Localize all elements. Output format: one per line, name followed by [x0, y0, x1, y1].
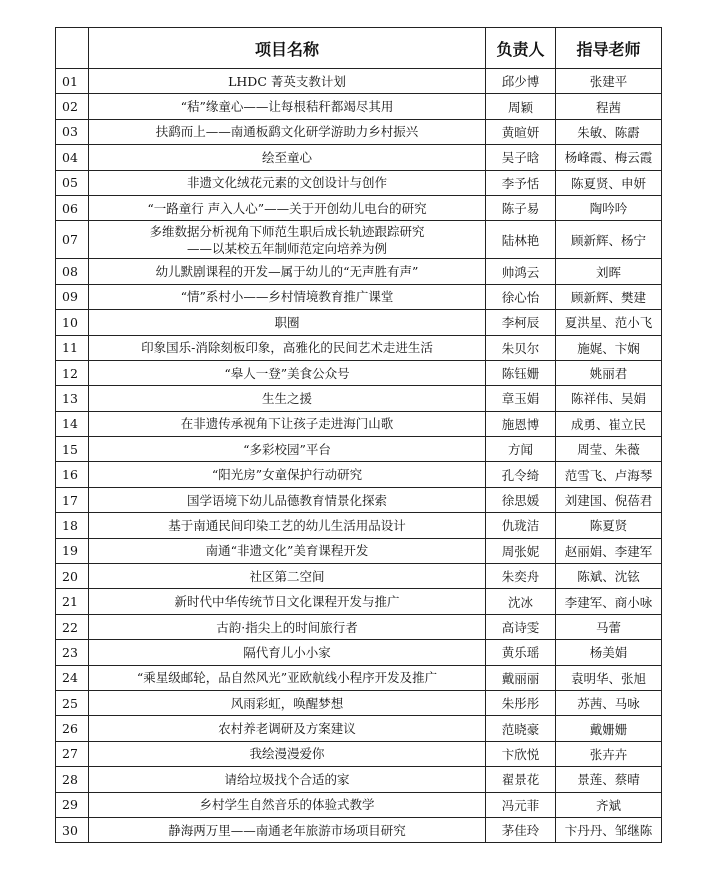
advisor-cell: 刘晖 — [556, 259, 662, 284]
project-name-cell — [89, 589, 486, 614]
project-name-cell — [89, 538, 486, 563]
header-number — [56, 28, 89, 69]
project-name: 绘至童心 — [261, 149, 312, 165]
project-name: 扶鹞而上——南通板鹞文化研学游助力乡村振兴 — [155, 124, 419, 140]
project-name: 我绘漫漫爱你 — [249, 746, 325, 762]
leader-cell: 李予恬 — [486, 170, 556, 195]
row-number: 10 — [56, 310, 89, 335]
leader-cell: 邱少博 — [486, 69, 556, 94]
table-row — [56, 259, 662, 284]
row-number: 08 — [56, 259, 89, 284]
row-number: 18 — [56, 513, 89, 538]
table-row — [56, 640, 662, 665]
project-name: 古韵·指尖上的时间旅行者 — [216, 619, 358, 635]
leader-cell: 施恩博 — [486, 411, 556, 436]
advisor-cell: 陈斌、沈铉 — [556, 564, 662, 589]
advisor-cell: 齐斌 — [556, 792, 662, 817]
advisor-cell: 夏洪星、范小飞 — [556, 310, 662, 335]
project-name-cell — [89, 564, 486, 589]
project-name-cell — [89, 195, 486, 220]
leader-cell: 黄暄妍 — [486, 119, 556, 144]
row-number: 03 — [56, 119, 89, 144]
row-number: 06 — [56, 195, 89, 220]
leader-cell: 徐心怡 — [486, 284, 556, 309]
project-name-cell — [89, 640, 486, 665]
project-name: “一路童行 声入人心”——关于开创幼儿电台的研究 — [147, 200, 427, 216]
project-name: 南通“非遗文化”美育课程开发 — [205, 543, 369, 559]
advisor-cell: 张卉卉 — [556, 741, 662, 766]
advisor-cell: 李建军、商小咏 — [556, 589, 662, 614]
project-name-cell — [89, 462, 486, 487]
row-number: 14 — [56, 411, 89, 436]
table-row — [56, 487, 662, 512]
project-name-cell — [89, 221, 486, 259]
leader-cell: 沈冰 — [486, 589, 556, 614]
project-name: 印象国乐-消除刻板印象，高雅化的民间艺术走进生活 — [141, 340, 433, 356]
project-name: 基于南通民间印染工艺的幼儿生活用品设计 — [168, 517, 406, 533]
project-name: 农村养老调研及方案建议 — [218, 721, 356, 737]
project-name-cell — [89, 386, 486, 411]
row-number: 09 — [56, 284, 89, 309]
leader-cell: 李柯辰 — [486, 310, 556, 335]
leader-cell: 范晓豪 — [486, 716, 556, 741]
leader-cell: 仇珑洁 — [486, 513, 556, 538]
row-number: 26 — [56, 716, 89, 741]
project-name-cell — [89, 259, 486, 284]
advisor-cell: 袁明华、张旭 — [556, 665, 662, 690]
table-row — [56, 170, 662, 195]
table-row — [56, 145, 662, 170]
table-row — [56, 386, 662, 411]
table-row — [56, 335, 662, 360]
project-name: 非遗文化绒花元素的文创设计与创作 — [186, 175, 387, 191]
project-name: 多维数据分析视角下师范生职后成长轨迹跟踪研究 — [149, 223, 425, 239]
project-name: 乡村学生自然音乐的体验式教学 — [199, 797, 375, 813]
table-row — [56, 589, 662, 614]
leader-cell: 黄乐瑶 — [486, 640, 556, 665]
project-name-cell — [89, 614, 486, 639]
leader-cell: 周张妮 — [486, 538, 556, 563]
advisor-cell: 顾新辉、樊建 — [556, 284, 662, 309]
project-name-cell — [89, 94, 486, 119]
project-name: 风雨彩虹，唤醒梦想 — [230, 695, 344, 711]
leader-cell: 朱奕舟 — [486, 564, 556, 589]
header-leader: 负责人 — [486, 28, 556, 69]
row-number: 30 — [56, 817, 89, 842]
project-name-cell — [89, 817, 486, 842]
row-number: 20 — [56, 564, 89, 589]
project-name-cell — [89, 411, 486, 436]
table-row — [56, 538, 662, 563]
advisor-cell: 陈夏贤 — [556, 513, 662, 538]
table-row — [56, 462, 662, 487]
project-name: 在非遗传承视角下让孩子走进海门山歌 — [180, 416, 394, 432]
advisor-cell: 周莹、朱薇 — [556, 437, 662, 462]
table-row — [56, 716, 662, 741]
project-name: 国学语境下幼儿品德教育情景化探索 — [186, 492, 387, 508]
row-number: 11 — [56, 335, 89, 360]
row-number: 02 — [56, 94, 89, 119]
row-number: 16 — [56, 462, 89, 487]
table-header — [56, 28, 662, 69]
project-name: LHDC 菁英支教计划 — [228, 73, 346, 89]
leader-cell: 孔令绮 — [486, 462, 556, 487]
project-name-cell — [89, 437, 486, 462]
project-name: 职圈 — [274, 314, 300, 330]
row-number: 29 — [56, 792, 89, 817]
leader-cell: 卞欣悦 — [486, 741, 556, 766]
leader-cell: 陈子易 — [486, 195, 556, 220]
advisor-cell: 姚丽君 — [556, 360, 662, 385]
advisor-cell: 苏茜、马咏 — [556, 690, 662, 715]
advisor-cell: 刘建国、倪蓓君 — [556, 487, 662, 512]
advisor-cell: 景莲、蔡晴 — [556, 767, 662, 792]
table-row — [56, 360, 662, 385]
project-name-cell — [89, 741, 486, 766]
row-number: 13 — [56, 386, 89, 411]
project-name: 静海两万里——南通老年旅游市场项目研究 — [168, 822, 406, 838]
project-name: “情”系村小——乡村情境教育推广课堂 — [180, 289, 394, 305]
table-row — [56, 792, 662, 817]
leader-cell: 吴子晗 — [486, 145, 556, 170]
leader-cell: 冯元菲 — [486, 792, 556, 817]
advisor-cell: 朱敏、陈霨 — [556, 119, 662, 144]
leader-cell: 章玉娟 — [486, 386, 556, 411]
table-row — [56, 119, 662, 144]
project-name: 新时代中华传统节日文化课程开发与推广 — [174, 594, 400, 610]
table-row — [56, 817, 662, 842]
leader-cell: 帅鸿云 — [486, 259, 556, 284]
advisor-cell: 张建平 — [556, 69, 662, 94]
row-number: 15 — [56, 437, 89, 462]
row-number: 19 — [56, 538, 89, 563]
advisor-cell: 卞丹丹、邹继陈 — [556, 817, 662, 842]
table-row — [56, 310, 662, 335]
table-row — [56, 690, 662, 715]
row-number: 28 — [56, 767, 89, 792]
table-row — [56, 195, 662, 220]
row-number: 22 — [56, 614, 89, 639]
leader-cell: 翟景花 — [486, 767, 556, 792]
table-row — [56, 741, 662, 766]
row-number: 25 — [56, 690, 89, 715]
table-row — [56, 665, 662, 690]
advisor-cell: 顾新辉、杨宁 — [556, 221, 662, 259]
table-row — [56, 564, 662, 589]
project-name: “阳光房”女童保护行动研究 — [211, 467, 363, 483]
project-name-cell — [89, 716, 486, 741]
leader-cell: 戴丽丽 — [486, 665, 556, 690]
project-name-cell — [89, 335, 486, 360]
advisor-cell: 杨峰霞、梅云霞 — [556, 145, 662, 170]
table-row — [56, 69, 662, 94]
advisor-cell: 杨美娟 — [556, 640, 662, 665]
project-name: 幼儿默剧课程的开发—属于幼儿的“无声胜有声” — [155, 264, 419, 280]
project-name-cell — [89, 69, 486, 94]
advisor-cell: 戴姗姗 — [556, 716, 662, 741]
row-number: 17 — [56, 487, 89, 512]
project-name-cell — [89, 170, 486, 195]
table-row — [56, 284, 662, 309]
row-number: 04 — [56, 145, 89, 170]
row-number: 23 — [56, 640, 89, 665]
advisor-cell: 陈夏贤、申妍 — [556, 170, 662, 195]
project-name-cell — [89, 665, 486, 690]
header-project-name: 项目名称 — [89, 28, 486, 69]
project-name-cell — [89, 310, 486, 335]
project-name: ——以某校五年制师范定向培养为例 — [186, 240, 387, 256]
table-body — [56, 69, 662, 843]
row-number: 24 — [56, 665, 89, 690]
project-name-cell — [89, 767, 486, 792]
leader-cell: 高诗雯 — [486, 614, 556, 639]
leader-cell: 陈钰姗 — [486, 360, 556, 385]
header-row — [56, 28, 662, 69]
project-name-cell — [89, 690, 486, 715]
project-name: 隔代育儿小小家 — [243, 644, 331, 660]
project-name-cell — [89, 792, 486, 817]
table-row — [56, 411, 662, 436]
table-row — [56, 513, 662, 538]
leader-cell: 朱彤彤 — [486, 690, 556, 715]
project-name-cell — [89, 119, 486, 144]
leader-cell: 周颖 — [486, 94, 556, 119]
row-number: 21 — [56, 589, 89, 614]
leader-cell: 茅佳玲 — [486, 817, 556, 842]
row-number: 12 — [56, 360, 89, 385]
row-number: 05 — [56, 170, 89, 195]
advisor-cell: 赵丽娟、李建军 — [556, 538, 662, 563]
project-name: “秸”缘童心——让每根秸秆都竭尽其用 — [180, 99, 394, 115]
table-row — [56, 767, 662, 792]
advisor-cell: 马蕾 — [556, 614, 662, 639]
row-number: 27 — [56, 741, 89, 766]
row-number: 01 — [56, 69, 89, 94]
project-name: “多彩校园”平台 — [243, 441, 331, 457]
advisor-cell: 程茜 — [556, 94, 662, 119]
table-row — [56, 94, 662, 119]
leader-cell: 方闻 — [486, 437, 556, 462]
project-name: 请给垃圾找个合适的家 — [224, 771, 350, 787]
project-table — [55, 27, 662, 843]
project-name-cell — [89, 360, 486, 385]
header-advisor: 指导老师 — [556, 28, 662, 69]
table-row — [56, 221, 662, 259]
project-name: “乘星级邮轮，品自然风光”亚欧航线小程序开发及推广 — [136, 670, 438, 686]
leader-cell: 徐思媛 — [486, 487, 556, 512]
table-row — [56, 614, 662, 639]
leader-cell: 朱贝尔 — [486, 335, 556, 360]
project-name: “皋人一登”美食公众号 — [224, 365, 350, 381]
project-name-cell — [89, 284, 486, 309]
leader-cell: 陆林艳 — [486, 221, 556, 259]
project-name-cell — [89, 145, 486, 170]
advisor-cell: 成勇、崔立民 — [556, 411, 662, 436]
project-name-cell — [89, 513, 486, 538]
advisor-cell: 陈祥伟、吴娟 — [556, 386, 662, 411]
advisor-cell: 陶吟吟 — [556, 195, 662, 220]
project-name-cell — [89, 487, 486, 512]
project-name: 生生之援 — [261, 390, 312, 406]
project-name: 社区第二空间 — [249, 568, 325, 584]
row-number: 07 — [56, 221, 89, 259]
advisor-cell: 施娓、卞娴 — [556, 335, 662, 360]
advisor-cell: 范雪飞、卢海琴 — [556, 462, 662, 487]
table-row — [56, 437, 662, 462]
